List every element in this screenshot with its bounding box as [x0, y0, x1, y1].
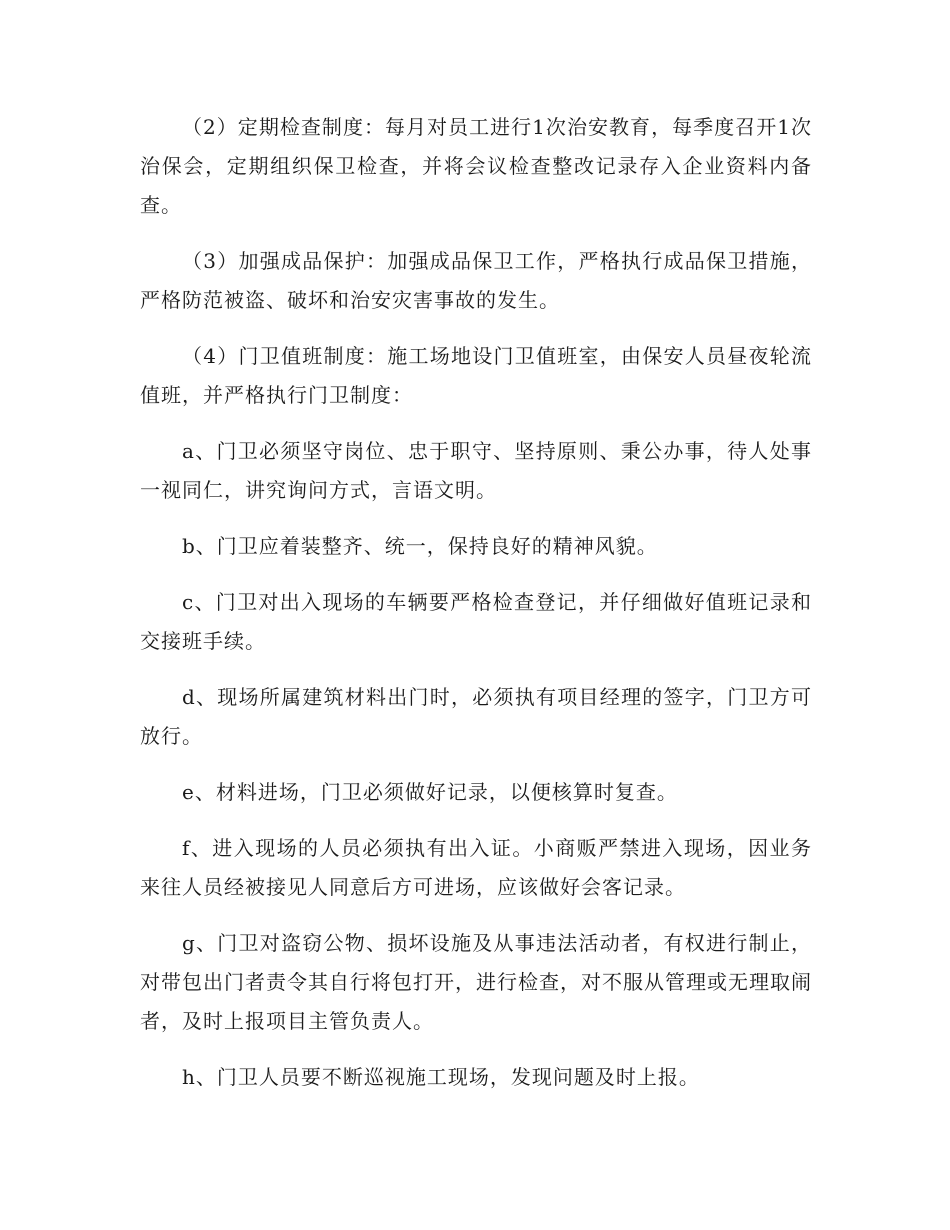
list-item-a: a、门卫必须坚守岗位、忠于职守、坚持原则、秉公办事，待人处事一视同仁，讲究询问方式，言语文明。: [140, 439, 812, 502]
list-item-h: h、门卫人员要不断巡视施工现场，发现问题及时上报。: [182, 1065, 700, 1089]
paragraph-periodic-inspection: （2）定期检查制度：每月对员工进行1次治安教育，每季度召开1次治保会，定期组织保卫检查，并将会议检查整改记录存入企业资料内备查。: [140, 115, 812, 217]
list-item-b: b、门卫应着装整齐、统一，保持良好的精神风貌。: [182, 534, 658, 558]
list-item-f: f、进入现场的人员必须执有出入证。小商贩严禁进入现场，因业务来往人员经被接见人同意后方可进场，应该做好会客记录。: [140, 836, 812, 899]
document-body: [140, 108, 812, 1097]
list-item-g: g、门卫对盗窃公物、损坏设施及从事违法活动者，有权进行制止，对带包出门者责令其自行将包打开，进行检查，对不服从管理或无理取闹者，及时上报项目主管负责人。: [140, 931, 812, 1033]
paragraph-gate-duty-system: （4）门卫值班制度：施工场地设门卫值班室，由保安人员昼夜轮流值班，并严格执行门卫制度：: [140, 344, 812, 407]
list-item-e: e、材料进场，门卫必须做好记录，以便核算时复查。: [182, 780, 678, 804]
list-item-d: d、现场所属建筑材料出门时，必须执有项目经理的签字，门卫方可放行。: [140, 685, 812, 748]
list-item-c: c、门卫对出入现场的车辆要严格检查登记，并仔细做好值班记录和交接班手续。: [140, 590, 812, 653]
paragraph-product-protection: （3）加强成品保护：加强成品保卫工作，严格执行成品保卫措施，严格防范被盗、破坏和治安灾害事故的发生。: [140, 249, 812, 312]
